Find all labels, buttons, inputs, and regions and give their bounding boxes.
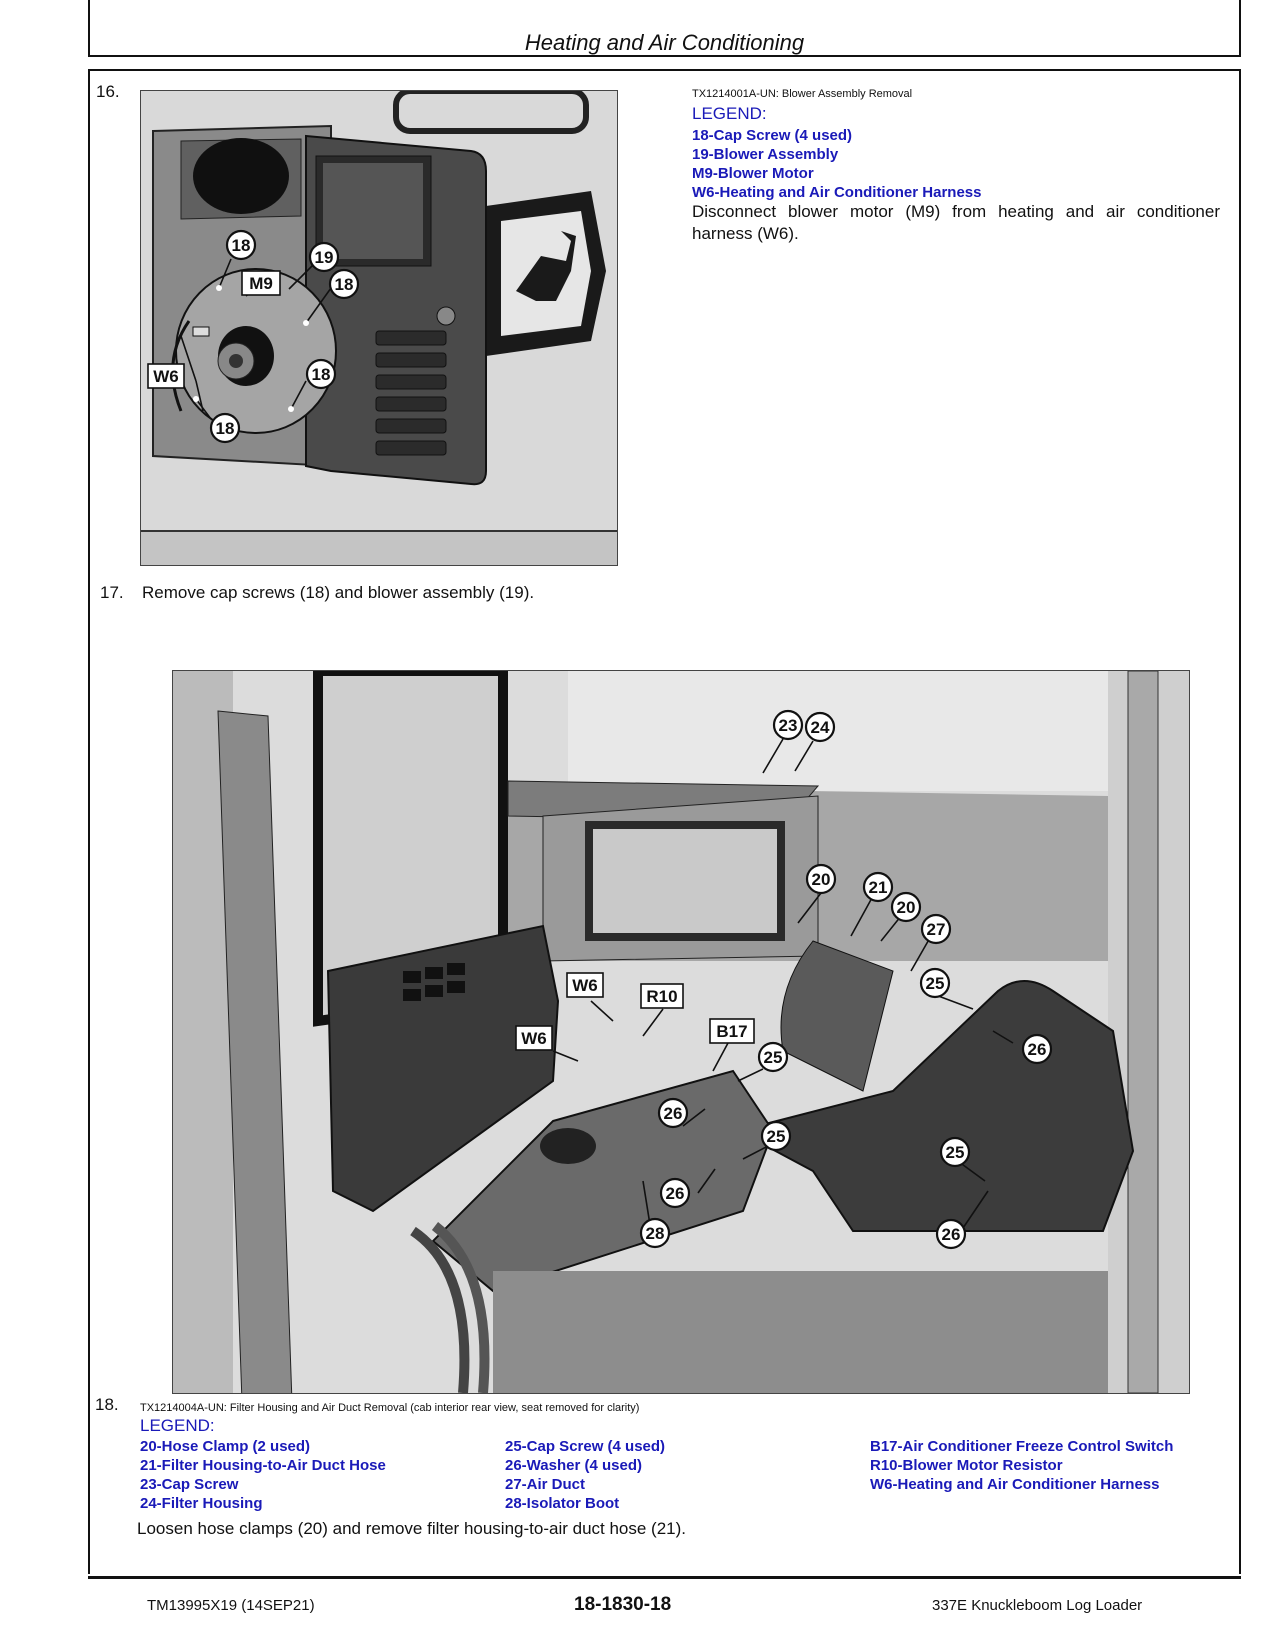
svg-text:25: 25 <box>763 1048 783 1067</box>
svg-text:25: 25 <box>945 1143 965 1162</box>
legend-item: 28-Isolator Boot <box>505 1495 620 1512</box>
figure-18-caption: TX1214004A-UN: Filter Housing and Air Duct Removal (cab interior rear view, seat removed for clarity) <box>140 1402 640 1414</box>
footer-product: 337E Knuckleboom Log Loader <box>932 1597 1143 1614</box>
svg-text:B17: B17 <box>716 1022 748 1041</box>
step-17-number: 17. <box>100 583 124 602</box>
legend-item: W6-Heating and Air Conditioner Harness <box>870 1476 1160 1493</box>
legend-item: 23-Cap Screw <box>140 1476 239 1493</box>
svg-text:28: 28 <box>645 1224 665 1243</box>
callout-m9 <box>242 271 280 295</box>
legend-item: 25-Cap Screw (4 used) <box>505 1438 666 1455</box>
svg-text:19: 19 <box>314 248 334 267</box>
svg-text:25: 25 <box>766 1127 786 1146</box>
callout-27 <box>922 915 950 943</box>
svg-text:18: 18 <box>231 236 251 255</box>
footer-rule <box>88 1576 1241 1579</box>
svg-text:18: 18 <box>334 275 354 294</box>
callout-25 <box>759 1043 787 1071</box>
callout-26 <box>1023 1035 1051 1063</box>
svg-text:20: 20 <box>811 870 831 889</box>
callout-28 <box>641 1219 669 1247</box>
footer-page-number: 18-1830-18 <box>574 1594 672 1615</box>
legend-18-col2 <box>505 1437 665 1513</box>
svg-text:21: 21 <box>868 878 888 897</box>
svg-text:26: 26 <box>1027 1040 1047 1059</box>
legend-16-title: LEGEND: <box>692 104 767 123</box>
footer-doc-id: TM13995X19 (14SEP21) <box>147 1597 315 1614</box>
callout-21 <box>864 873 892 901</box>
svg-text:W6: W6 <box>572 976 598 995</box>
callout-20 <box>892 893 920 921</box>
page-title: Heating and Air Conditioning <box>524 30 805 55</box>
svg-text:W6: W6 <box>521 1029 547 1048</box>
legend-item: W6-Heating and Air Conditioner Harness <box>692 184 982 201</box>
figure-filter-housing <box>172 670 1190 1394</box>
callout-23 <box>774 711 802 739</box>
callout-b17 <box>710 1019 754 1043</box>
legend-item: 26-Washer (4 used) <box>505 1457 642 1474</box>
svg-text:26: 26 <box>665 1184 685 1203</box>
svg-text:M9: M9 <box>249 274 273 293</box>
legend-18-col1 <box>140 1437 386 1513</box>
legend-item: 27-Air Duct <box>505 1476 586 1493</box>
callout-w6 <box>516 1026 552 1050</box>
blower-assembly-illustration <box>141 91 617 565</box>
step-17-text: Remove cap screws (18) and blower assembly (19). <box>142 583 535 602</box>
filter-housing-illustration <box>173 671 1189 1393</box>
svg-text:20: 20 <box>896 898 916 917</box>
svg-text:R10: R10 <box>646 987 678 1006</box>
svg-text:26: 26 <box>941 1225 961 1244</box>
callout-w6 <box>567 973 603 997</box>
step-16-number: 16. <box>96 82 120 101</box>
callout-r10 <box>641 984 683 1008</box>
legend-item: R10-Blower Motor Resistor <box>870 1457 1063 1474</box>
step-18-number: 18. <box>95 1395 119 1414</box>
callout-24 <box>806 713 834 741</box>
callout-w6 <box>148 364 184 388</box>
svg-text:W6: W6 <box>153 367 179 386</box>
callout-25 <box>762 1122 790 1150</box>
legend-item: 21-Filter Housing-to-Air Duct Hose <box>140 1457 386 1474</box>
legend-item: M9-Blower Motor <box>692 165 814 182</box>
callout-25 <box>921 969 949 997</box>
svg-text:25: 25 <box>925 974 945 993</box>
svg-text:26: 26 <box>663 1104 683 1123</box>
svg-text:24: 24 <box>810 718 830 737</box>
callout-26 <box>937 1220 965 1248</box>
svg-text:23: 23 <box>778 716 798 735</box>
callout-18 <box>227 231 255 259</box>
legend-item: B17-Air Conditioner Freeze Control Switch <box>870 1438 1174 1455</box>
callout-26 <box>659 1099 687 1127</box>
legend-item: 20-Hose Clamp (2 used) <box>140 1438 311 1455</box>
legend-18-col3 <box>870 1437 1173 1494</box>
legend-18-title: LEGEND: <box>140 1416 215 1435</box>
svg-text:27: 27 <box>926 920 946 939</box>
step-16-text: Disconnect blower motor (M9) from heating and air conditioner harness (W6). <box>692 202 1220 243</box>
legend-item: 24-Filter Housing <box>140 1495 263 1512</box>
callout-18 <box>307 360 335 388</box>
callout-20 <box>807 865 835 893</box>
callout-18 <box>211 414 239 442</box>
figure-16-caption: TX1214001A-UN: Blower Assembly Removal <box>692 88 913 100</box>
callout-26 <box>661 1179 689 1207</box>
callout-18 <box>330 270 358 298</box>
callout-25 <box>941 1138 969 1166</box>
svg-text:18: 18 <box>215 419 235 438</box>
legend-16-list <box>692 126 981 202</box>
legend-item: 18-Cap Screw (4 used) <box>692 127 853 144</box>
callout-19 <box>310 243 338 271</box>
svg-text:18: 18 <box>311 365 331 384</box>
step-18-text: Loosen hose clamps (20) and remove filter housing-to-air duct hose (21). <box>137 1519 687 1538</box>
legend-item: 19-Blower Assembly <box>692 146 839 163</box>
figure-blower-assembly <box>140 90 618 566</box>
